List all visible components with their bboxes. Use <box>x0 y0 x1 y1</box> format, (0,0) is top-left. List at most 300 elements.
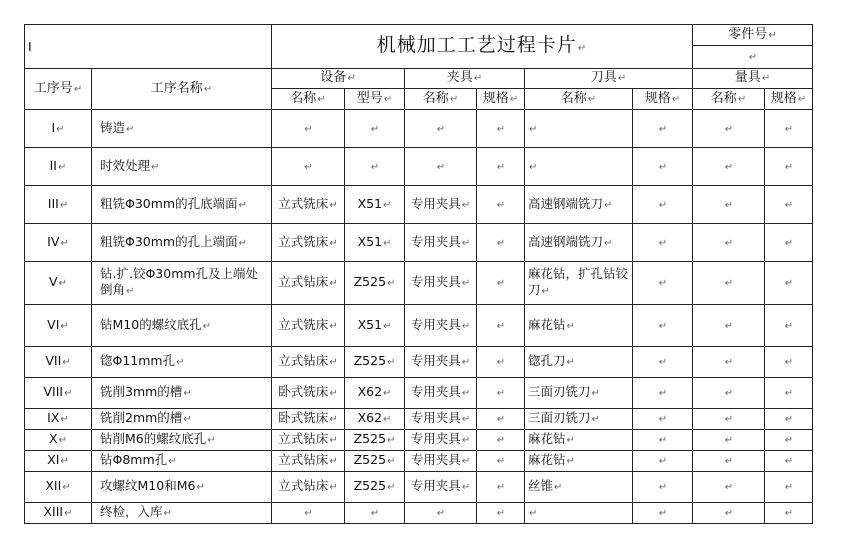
proc-name-cell <box>92 148 272 186</box>
paragraph-mark-icon: ↵ <box>724 357 734 368</box>
fixture-name-cell <box>405 224 477 262</box>
header-proc-no-text: 工序号 <box>33 80 73 96</box>
equip-model-cell <box>345 409 405 430</box>
proc-no-cell <box>25 451 92 472</box>
paragraph-mark-icon: ↵ <box>347 73 356 84</box>
paragraph-mark-icon: ↵ <box>496 456 506 467</box>
equip-model-text: X51 <box>357 316 383 332</box>
fixture-name-cell <box>405 148 477 186</box>
table-row <box>25 186 813 224</box>
equip-model-cell <box>345 347 405 378</box>
proc-no-cell <box>25 472 92 503</box>
tool-name-text: 锪孔刀 <box>528 353 566 368</box>
proc-name-cell <box>92 110 272 148</box>
paragraph-mark-icon: ↵ <box>724 435 734 446</box>
fixture-spec-cell <box>477 148 525 186</box>
tool-name-cell <box>525 186 633 224</box>
table-row <box>25 148 813 186</box>
equip-model-cell <box>345 148 405 186</box>
equip-name-text: 卧式铣床 <box>278 384 329 399</box>
tool-name-text: 三面刃铣刀 <box>528 384 591 399</box>
paragraph-mark-icon: ↵ <box>658 320 668 332</box>
equip-model-text: Z525 <box>353 431 387 446</box>
paragraph-mark-icon: ↵ <box>658 357 668 368</box>
equip-name-text: 立式铣床 <box>278 233 329 249</box>
equip-name-text: 立式铣床 <box>278 316 329 332</box>
equip-name-text: 立式钻床 <box>278 353 329 368</box>
paragraph-mark-icon: ↵ <box>370 508 380 519</box>
proc-name-text: 铸造 <box>100 119 126 135</box>
gauge-spec-cell <box>765 378 813 409</box>
paragraph-mark-icon: ↵ <box>383 237 392 249</box>
paragraph-mark-icon: ↵ <box>554 482 563 493</box>
proc-no-text: VIII <box>43 384 64 399</box>
equip-model-cell <box>345 110 405 148</box>
proc-name-cell <box>92 186 272 224</box>
paragraph-mark-icon: ↵ <box>461 278 471 289</box>
proc-name-cell <box>92 305 272 347</box>
proc-no-cell <box>25 347 92 378</box>
equip-model-cell <box>345 262 405 305</box>
paragraph-mark-icon: ↵ <box>461 435 471 446</box>
fixture-name-text: 专用夹具 <box>410 195 461 211</box>
fixture-spec-cell <box>477 347 525 378</box>
table-row <box>25 347 813 378</box>
paragraph-mark-icon: ↵ <box>73 83 83 95</box>
paragraph-mark-icon: ↵ <box>541 286 550 297</box>
paragraph-mark-icon: ↵ <box>436 508 446 519</box>
paragraph-mark-icon: ↵ <box>329 435 338 446</box>
equip-name-text: 立式钻床 <box>278 452 329 467</box>
fixture-name-cell <box>405 472 477 503</box>
gauge-name-cell <box>693 347 765 378</box>
paragraph-mark-icon: ↵ <box>496 388 506 399</box>
tool-name-cell <box>525 224 633 262</box>
paragraph-mark-icon: ↵ <box>461 456 471 467</box>
paragraph-mark-icon: ↵ <box>724 123 734 135</box>
equip-model-cell <box>345 472 405 503</box>
paragraph-mark-icon: ↵ <box>724 320 734 332</box>
header-tool <box>525 69 693 89</box>
header-tool-name <box>525 89 633 110</box>
proc-name-cell <box>92 430 272 451</box>
part-no-label <box>693 25 813 46</box>
paragraph-mark-icon: ↵ <box>658 456 668 467</box>
paragraph-mark-icon: ↵ <box>329 482 338 493</box>
paragraph-mark-icon: ↵ <box>658 278 668 289</box>
paragraph-mark-icon: ↵ <box>724 199 734 211</box>
equip-model-text: X51 <box>357 195 383 211</box>
paragraph-mark-icon: ↵ <box>449 93 459 105</box>
equip-name-cell <box>272 148 345 186</box>
header-equipment <box>272 69 405 89</box>
equip-model-cell <box>345 186 405 224</box>
card-title-text: 机械加工工艺过程卡片 <box>376 33 577 56</box>
header-gauge-spec <box>765 89 813 110</box>
fixture-name-cell <box>405 409 477 430</box>
tool-name-cell <box>525 110 633 148</box>
paragraph-mark-icon: ↵ <box>383 93 393 105</box>
header-tool-name-text: 名称 <box>560 90 587 106</box>
proc-no-text: V <box>49 274 58 289</box>
paragraph-mark-icon: ↵ <box>784 161 794 173</box>
paragraph-mark-icon: ↵ <box>461 357 471 368</box>
fixture-spec-cell <box>477 305 525 347</box>
tool-spec-cell <box>633 148 693 186</box>
gauge-name-cell <box>693 451 765 472</box>
part-no-label-text: 零件号 <box>728 26 768 42</box>
proc-name-text: 钻Φ8mm孔 <box>100 452 168 467</box>
paragraph-mark-icon: ↵ <box>383 320 392 332</box>
tool-spec-cell <box>633 472 693 503</box>
paragraph-mark-icon: ↵ <box>784 320 794 332</box>
header-tool-spec <box>633 89 693 110</box>
paragraph-mark-icon: ↵ <box>784 414 794 425</box>
tool-name-cell <box>525 347 633 378</box>
fixture-name-text: 专用夹具 <box>410 478 461 493</box>
gauge-name-cell <box>693 378 765 409</box>
header-fixture-text: 夹具 <box>446 70 473 85</box>
corner-mark: Ⅰ <box>28 38 32 54</box>
proc-name-text: 铣削3mm的槽 <box>100 384 183 399</box>
paragraph-mark-icon: ↵ <box>566 456 575 467</box>
header-fixture <box>405 69 525 89</box>
equip-name-cell <box>272 347 345 378</box>
paragraph-mark-icon: ↵ <box>496 414 506 425</box>
proc-no-text: VII <box>45 353 62 368</box>
proc-name-cell <box>92 378 272 409</box>
gauge-name-cell <box>693 110 765 148</box>
gauge-spec-cell <box>765 305 813 347</box>
paragraph-mark-icon: ↵ <box>566 357 575 368</box>
gauge-spec-cell <box>765 409 813 430</box>
proc-no-text: IX <box>47 410 60 425</box>
proc-no-cell <box>25 409 92 430</box>
fixture-spec-cell <box>477 224 525 262</box>
fixture-spec-cell <box>477 378 525 409</box>
paragraph-mark-icon: ↵ <box>60 237 69 249</box>
paragraph-mark-icon: ↵ <box>496 435 506 446</box>
paragraph-mark-icon: ↵ <box>577 42 588 54</box>
header-gauge-name <box>693 89 765 110</box>
paragraph-mark-icon: ↵ <box>461 388 471 399</box>
table-row <box>25 451 813 472</box>
table-row <box>25 503 813 524</box>
paragraph-mark-icon: ↵ <box>126 286 135 297</box>
paragraph-mark-icon: ↵ <box>168 456 177 467</box>
paragraph-mark-icon: ↵ <box>784 199 794 211</box>
paragraph-mark-icon: ↵ <box>60 320 69 332</box>
fixture-name-cell <box>405 305 477 347</box>
paragraph-mark-icon: ↵ <box>329 357 338 368</box>
tool-name-cell <box>525 262 633 305</box>
header-gauge-name-text: 名称 <box>710 90 737 106</box>
header-equip-name-text: 名称 <box>290 90 317 106</box>
equip-model-cell <box>345 451 405 472</box>
table-row <box>25 472 813 503</box>
paragraph-mark-icon: ↵ <box>496 320 506 332</box>
equip-model-cell <box>345 378 405 409</box>
proc-no-text: XIII <box>43 504 64 519</box>
tool-name-cell <box>525 430 633 451</box>
tool-name-cell <box>525 503 633 524</box>
paragraph-mark-icon: ↵ <box>151 161 160 173</box>
tool-name-text: 麻花钻 <box>528 452 566 467</box>
paragraph-mark-icon: ↵ <box>566 320 575 332</box>
card-title <box>272 25 693 69</box>
paragraph-mark-icon: ↵ <box>203 83 213 95</box>
fixture-name-text: 专用夹具 <box>410 353 461 368</box>
paragraph-mark-icon: ↵ <box>784 278 794 289</box>
header-proc-name-text: 工序名称 <box>150 80 203 96</box>
paragraph-mark-icon: ↵ <box>304 508 313 519</box>
paragraph-mark-icon: ↵ <box>784 123 794 135</box>
equip-model-cell <box>345 430 405 451</box>
paragraph-mark-icon: ↵ <box>183 414 192 425</box>
gauge-spec-cell <box>765 430 813 451</box>
paragraph-mark-icon: ↵ <box>370 161 380 173</box>
table-row <box>25 110 813 148</box>
equip-name-cell <box>272 186 345 224</box>
paragraph-mark-icon: ↵ <box>436 123 446 135</box>
header-fixture-spec-text: 规格 <box>482 90 509 106</box>
paragraph-mark-icon: ↵ <box>529 123 538 135</box>
fixture-name-text: 专用夹具 <box>410 274 461 289</box>
paragraph-mark-icon: ↵ <box>329 456 338 467</box>
proc-name-text: 铣削2mm的槽 <box>100 410 183 425</box>
paragraph-mark-icon: ↵ <box>496 199 506 211</box>
gauge-name-cell <box>693 430 765 451</box>
paragraph-mark-icon: ↵ <box>784 357 794 368</box>
gauge-spec-cell <box>765 110 813 148</box>
tool-name-cell <box>525 148 633 186</box>
header-equip-model <box>345 89 405 110</box>
paragraph-mark-icon: ↵ <box>496 278 506 289</box>
paragraph-mark-icon: ↵ <box>436 161 446 173</box>
proc-name-text: 终检，入库 <box>100 504 163 519</box>
paragraph-mark-icon: ↵ <box>461 414 471 425</box>
proc-no-text: X <box>49 431 58 446</box>
paragraph-mark-icon: ↵ <box>461 482 471 493</box>
paragraph-mark-icon: ↵ <box>163 508 172 519</box>
proc-no-text: III <box>47 195 59 211</box>
header-fixture-name-text: 名称 <box>422 90 449 106</box>
paragraph-mark-icon: ↵ <box>658 414 668 425</box>
paragraph-mark-icon: ↵ <box>724 482 734 493</box>
tool-name-cell <box>525 409 633 430</box>
tool-name-text: 麻花钻 <box>528 431 566 446</box>
proc-no-text: II <box>49 157 57 173</box>
paragraph-mark-icon: ↵ <box>658 388 668 399</box>
header-gauge <box>693 69 813 89</box>
fixture-spec-cell <box>477 472 525 503</box>
proc-no-text: IV <box>47 233 60 249</box>
paragraph-mark-icon: ↵ <box>724 278 734 289</box>
proc-name-text: 钻.扩.铰Φ30mm孔及上端处倒角 <box>100 266 259 297</box>
fixture-spec-cell <box>477 409 525 430</box>
paragraph-mark-icon: ↵ <box>64 508 73 519</box>
table-row <box>25 430 813 451</box>
paragraph-mark-icon: ↵ <box>784 482 794 493</box>
paragraph-mark-icon: ↵ <box>304 161 313 173</box>
gauge-spec-cell <box>765 451 813 472</box>
tool-name-text: 高速钢端铣刀 <box>528 195 604 211</box>
equip-name-cell <box>272 224 345 262</box>
paragraph-mark-icon: ↵ <box>202 320 212 332</box>
paragraph-mark-icon: ↵ <box>62 357 71 368</box>
equip-model-text: X62 <box>357 410 383 425</box>
proc-name-cell <box>92 472 272 503</box>
header-proc-name <box>92 69 272 110</box>
paragraph-mark-icon: ↵ <box>784 237 794 249</box>
header-equipment-text: 设备 <box>320 70 347 85</box>
tool-spec-cell <box>633 224 693 262</box>
header-proc-no <box>25 69 92 110</box>
equip-model-cell <box>345 305 405 347</box>
tool-name-text: 高速钢端铣刀 <box>528 233 604 249</box>
paragraph-mark-icon: ↵ <box>509 93 519 105</box>
paragraph-mark-icon: ↵ <box>329 199 338 211</box>
paragraph-mark-icon: ↵ <box>658 199 668 211</box>
table-row <box>25 262 813 305</box>
fixture-name-text: 专用夹具 <box>410 233 461 249</box>
proc-no-cell <box>25 186 92 224</box>
gauge-name-cell <box>693 224 765 262</box>
table-row <box>25 305 813 347</box>
proc-name-text: 时效处理 <box>100 157 151 173</box>
paragraph-mark-icon: ↵ <box>784 508 794 519</box>
paragraph-mark-icon: ↵ <box>797 93 807 105</box>
paragraph-mark-icon: ↵ <box>591 414 600 425</box>
proc-name-cell <box>92 409 272 430</box>
equip-model-text: Z525 <box>353 478 387 493</box>
paragraph-mark-icon: ↵ <box>126 123 135 135</box>
paragraph-mark-icon: ↵ <box>724 456 734 467</box>
proc-name-cell <box>92 224 272 262</box>
paragraph-mark-icon: ↵ <box>461 199 471 211</box>
paragraph-mark-icon: ↵ <box>329 237 338 249</box>
tool-spec-cell <box>633 186 693 224</box>
paragraph-mark-icon: ↵ <box>329 414 338 425</box>
tool-name-cell <box>525 451 633 472</box>
paragraph-mark-icon: ↵ <box>59 199 69 211</box>
paragraph-mark-icon: ↵ <box>387 435 396 446</box>
fixture-name-text: 专用夹具 <box>410 431 461 446</box>
proc-name-text: 攻螺纹M10和M6 <box>100 478 196 493</box>
paragraph-mark-icon: ↵ <box>57 161 67 173</box>
paragraph-mark-icon: ↵ <box>387 278 396 289</box>
fixture-name-text: 专用夹具 <box>410 384 461 399</box>
paragraph-mark-icon: ↵ <box>784 435 794 446</box>
equip-model-text: X62 <box>357 384 383 399</box>
fixture-name-cell <box>405 110 477 148</box>
fixture-spec-cell <box>477 262 525 305</box>
header-gauge-text: 量具 <box>734 70 761 85</box>
proc-no-cell <box>25 305 92 347</box>
paragraph-mark-icon: ↵ <box>238 199 247 211</box>
paragraph-mark-icon: ↵ <box>496 237 506 249</box>
tool-spec-cell <box>633 378 693 409</box>
equip-name-cell <box>272 305 345 347</box>
equip-name-cell <box>272 262 345 305</box>
paragraph-mark-icon: ↵ <box>383 414 392 425</box>
proc-name-cell <box>92 262 272 305</box>
paragraph-mark-icon: ↵ <box>387 357 396 368</box>
proc-no-cell <box>25 262 92 305</box>
gauge-name-cell <box>693 503 765 524</box>
equip-model-cell <box>345 224 405 262</box>
proc-no-text: VI <box>47 316 60 332</box>
tool-name-cell <box>525 472 633 503</box>
paragraph-mark-icon: ↵ <box>604 237 613 249</box>
paragraph-mark-icon: ↵ <box>461 237 471 249</box>
tool-spec-cell <box>633 347 693 378</box>
header-fixture-name <box>405 89 477 110</box>
paragraph-mark-icon: ↵ <box>784 388 794 399</box>
equip-name-cell <box>272 378 345 409</box>
paragraph-mark-icon: ↵ <box>304 123 313 135</box>
paragraph-mark-icon: ↵ <box>737 93 747 105</box>
paragraph-mark-icon: ↵ <box>56 123 65 135</box>
paragraph-mark-icon: ↵ <box>724 388 734 399</box>
fixture-spec-cell <box>477 110 525 148</box>
gauge-spec-cell <box>765 186 813 224</box>
tool-spec-cell <box>633 305 693 347</box>
paragraph-mark-icon: ↵ <box>183 388 192 399</box>
paragraph-mark-icon: ↵ <box>473 73 483 84</box>
gauge-spec-cell <box>765 148 813 186</box>
fixture-name-cell <box>405 262 477 305</box>
table-row <box>25 409 813 430</box>
paragraph-mark-icon: ↵ <box>238 237 247 249</box>
proc-name-text: 粗铣Φ30mm的孔底端面 <box>100 195 238 211</box>
paragraph-mark-icon: ↵ <box>658 508 668 519</box>
header-tool-text: 刀具 <box>590 70 617 85</box>
proc-name-cell <box>92 503 272 524</box>
fixture-spec-cell <box>477 430 525 451</box>
paragraph-mark-icon: ↵ <box>60 414 69 425</box>
equip-model-text: X51 <box>357 233 383 249</box>
paragraph-mark-icon: ↵ <box>370 123 380 135</box>
header-gauge-spec-text: 规格 <box>770 90 797 106</box>
equip-name-cell <box>272 472 345 503</box>
tool-spec-cell <box>633 503 693 524</box>
paragraph-mark-icon: ↵ <box>587 93 597 105</box>
gauge-name-cell <box>693 262 765 305</box>
equip-name-text: 立式钻床 <box>278 478 329 493</box>
proc-no-cell <box>25 430 92 451</box>
fixture-spec-cell <box>477 186 525 224</box>
paragraph-mark-icon: ↵ <box>529 508 538 519</box>
paragraph-mark-icon: ↵ <box>724 237 734 249</box>
header-fixture-spec <box>477 89 525 110</box>
proc-no-cell <box>25 224 92 262</box>
paragraph-mark-icon: ↵ <box>496 357 506 368</box>
paragraph-mark-icon: ↵ <box>60 456 69 467</box>
proc-name-text: 钻削M6的螺纹底孔 <box>100 431 207 446</box>
paragraph-mark-icon: ↵ <box>383 388 392 399</box>
equip-name-text: 立式钻床 <box>278 274 329 289</box>
paragraph-mark-icon: ↵ <box>784 456 794 467</box>
paragraph-mark-icon: ↵ <box>329 278 338 289</box>
fixture-name-cell <box>405 503 477 524</box>
fixture-name-text: 专用夹具 <box>410 410 461 425</box>
tool-name-text: 丝锥 <box>528 478 554 493</box>
paragraph-mark-icon: ↵ <box>529 161 538 173</box>
gauge-spec-cell <box>765 503 813 524</box>
tool-spec-cell <box>633 110 693 148</box>
gauge-spec-cell <box>765 472 813 503</box>
